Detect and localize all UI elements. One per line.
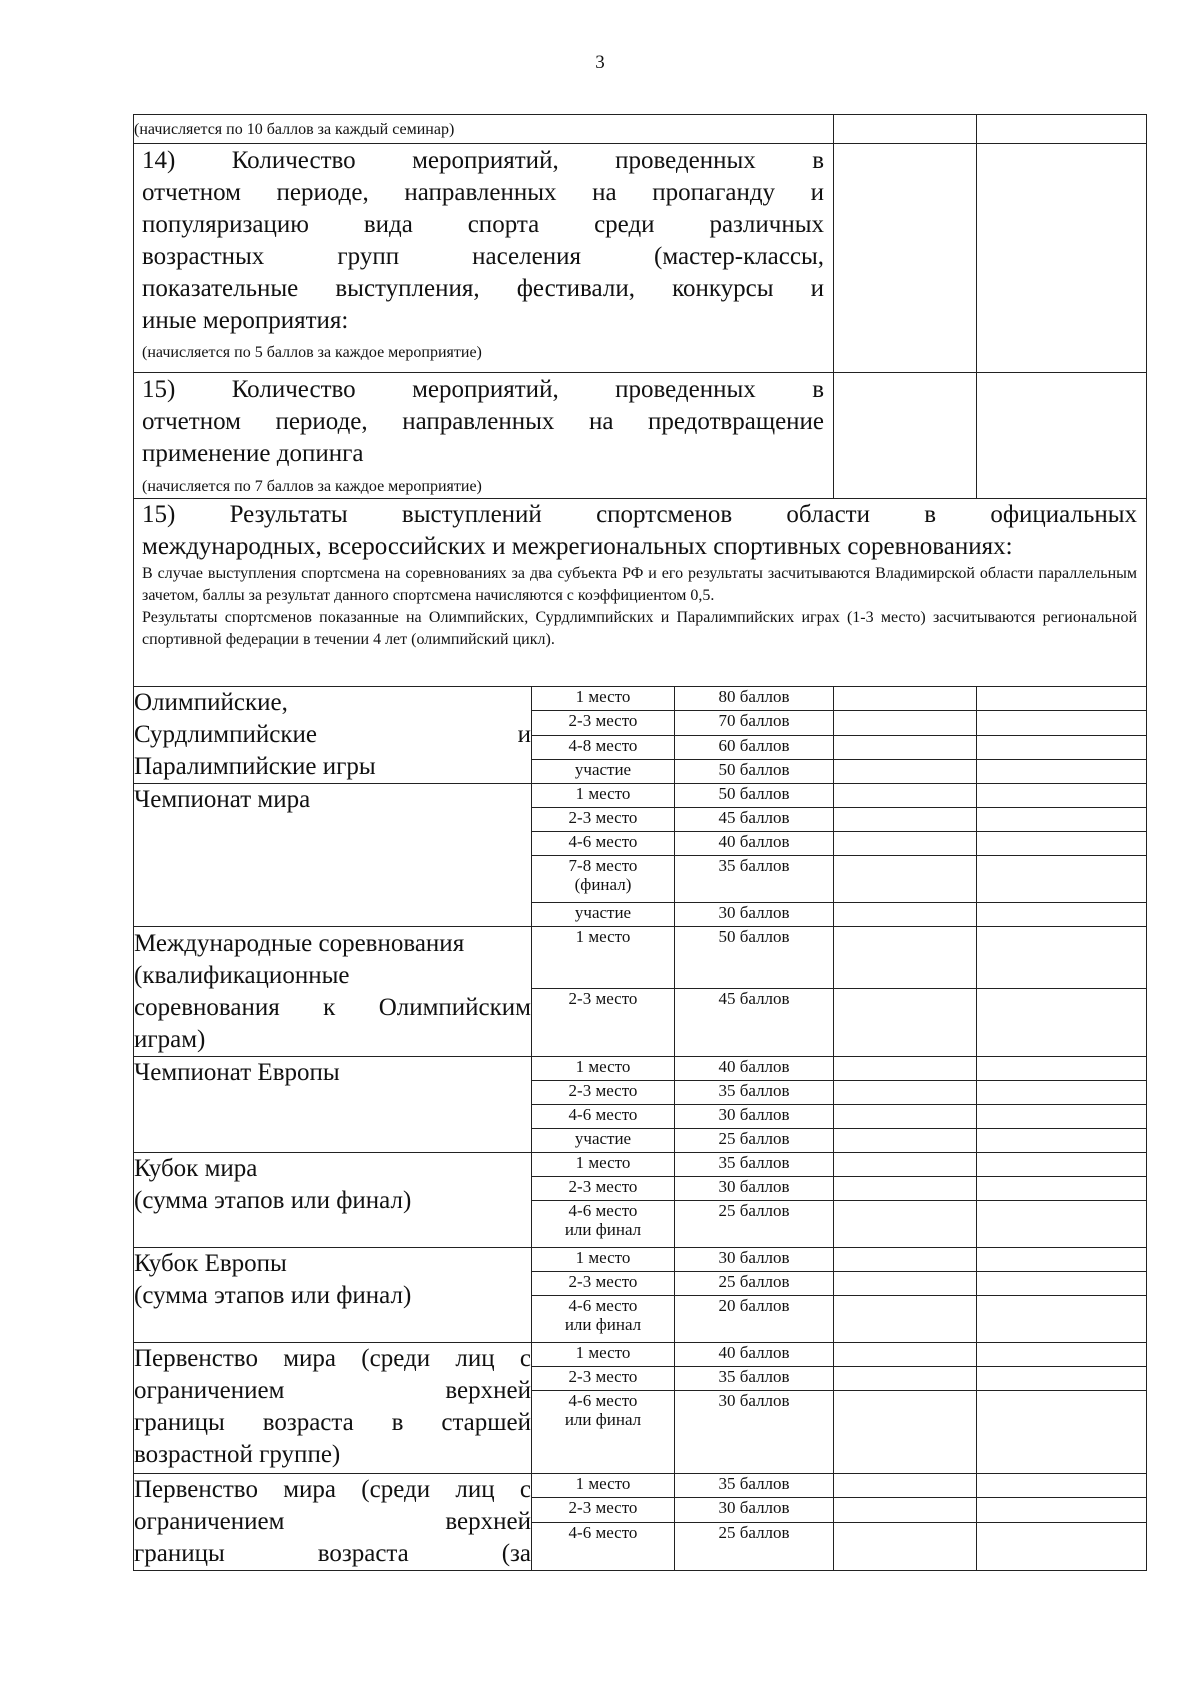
criterion-text: иные мероприятия: <box>142 307 349 334</box>
place-cell: 1 место <box>532 784 675 808</box>
points-cell: 25 баллов <box>675 1129 834 1153</box>
place-cell: 1 место <box>532 1248 675 1272</box>
place-cell: 1 место <box>532 1474 675 1498</box>
competition-european-championship: Чемпионат Европы <box>134 1057 532 1153</box>
place-line: 4-6 место <box>568 1296 638 1315</box>
points-cell: 70 баллов <box>675 711 834 735</box>
points-cell: 30 баллов <box>675 1177 834 1201</box>
criterion-text: отчетном периоде, направленных на предотвращение <box>142 408 825 435</box>
empty-cell <box>834 1367 977 1391</box>
empty-cell <box>977 989 1147 1057</box>
place-cell <box>532 856 675 903</box>
competition-name-part: и <box>517 721 531 748</box>
criterion-text: отчетном периоде, направленных на пропаганду и <box>142 179 825 206</box>
empty-cell <box>834 1057 977 1081</box>
points-cell: 30 баллов <box>675 1105 834 1129</box>
empty-cell <box>977 903 1147 927</box>
empty-cell <box>977 711 1147 735</box>
empty-cell <box>977 1201 1147 1248</box>
competition-name: Первенство мира (среди лиц с <box>134 1476 531 1503</box>
empty-cell <box>977 1474 1147 1498</box>
competition-name: ограничением верхней <box>134 1508 531 1535</box>
empty-cell <box>977 1248 1147 1272</box>
empty-cell <box>977 1522 1147 1571</box>
competition-name: границы возраста в старшей <box>134 1409 531 1436</box>
empty-cell <box>977 1057 1147 1081</box>
points-cell: 25 баллов <box>675 1272 834 1296</box>
empty-cell <box>834 1153 977 1177</box>
place-cell <box>532 1391 675 1474</box>
place-cell: участие <box>532 903 675 927</box>
place-cell: 1 место <box>532 927 675 989</box>
points-cell: 30 баллов <box>675 1498 834 1522</box>
competition-world-championship: Чемпионат мира <box>134 784 532 927</box>
competition-name: играм) <box>134 1026 206 1053</box>
place-cell: 4-6 место <box>532 832 675 856</box>
points-cell: 30 баллов <box>675 1391 834 1474</box>
points-cell: 40 баллов <box>675 832 834 856</box>
empty-cell <box>977 1296 1147 1343</box>
empty-cell <box>977 1343 1147 1367</box>
competition-name: Кубок Европы <box>134 1250 287 1277</box>
criterion-text: возрастных групп населения (мастер-классы, <box>142 243 825 270</box>
competition-name: ограничением верхней <box>134 1377 531 1404</box>
competition-name: Паралимпийские игры <box>134 753 376 780</box>
empty-cell <box>977 1081 1147 1105</box>
points-cell: 40 баллов <box>675 1057 834 1081</box>
empty-cell <box>834 927 977 989</box>
criterion-text: показательные выступления, фестивали, конкурсы и <box>142 275 825 302</box>
place-cell <box>532 1296 675 1343</box>
place-line: 4-6 место <box>568 1201 638 1220</box>
criterion-text: международных, всероссийских и межрегиональных спортивных соревнованиях: <box>142 533 1013 560</box>
empty-cell <box>834 1105 977 1129</box>
competition-name: соревнования к Олимпийским <box>134 994 531 1021</box>
competition-world-cup <box>134 1153 532 1248</box>
empty-cell <box>977 1129 1147 1153</box>
value-cell <box>834 115 977 144</box>
empty-cell <box>977 1272 1147 1296</box>
rating-table <box>133 114 1147 1571</box>
place-cell: 4-6 место <box>532 1105 675 1129</box>
points-cell: 35 баллов <box>675 1474 834 1498</box>
empty-cell <box>834 832 977 856</box>
table-row <box>134 1153 1147 1177</box>
points-cell: 80 баллов <box>675 687 834 711</box>
competition-world-youth-senior <box>134 1343 532 1474</box>
empty-cell <box>834 735 977 759</box>
competition-name: Международные соревнования <box>134 930 465 957</box>
place-line: 4-6 место <box>568 1391 638 1410</box>
criterion-text: применение допинга <box>142 440 364 467</box>
place-cell: участие <box>532 1129 675 1153</box>
empty-cell <box>834 1391 977 1474</box>
empty-cell <box>977 1367 1147 1391</box>
criterion-note: (начисляется по 7 баллов за каждое мероприятие) <box>142 478 482 495</box>
table-row <box>134 1248 1147 1272</box>
table-row <box>134 499 1147 687</box>
empty-cell <box>834 856 977 903</box>
competition-name <box>134 719 531 751</box>
points-cell: 30 баллов <box>675 1248 834 1272</box>
place-cell: 1 место <box>532 1343 675 1367</box>
empty-cell <box>834 808 977 832</box>
value-cell <box>834 373 977 499</box>
points-cell: 40 баллов <box>675 1343 834 1367</box>
place-line: или финал <box>564 1220 642 1239</box>
criterion-note: Результаты спортсменов показанные на Олимпийских, Сурдлимпийских и Паралимпийских играх (1-3 место) засчитываются региональной спортивной федерации в течении 4 лет (олимпийский цикл). <box>142 609 1138 648</box>
empty-cell <box>834 1129 977 1153</box>
place-line: или финал <box>564 1315 642 1334</box>
empty-cell <box>834 1296 977 1343</box>
points-cell: 50 баллов <box>675 784 834 808</box>
points-cell: 35 баллов <box>675 856 834 903</box>
empty-cell <box>977 832 1147 856</box>
empty-cell <box>834 1522 977 1571</box>
criterion-15-doping <box>134 373 834 499</box>
criterion-14 <box>134 144 834 373</box>
points-cell: 30 баллов <box>675 903 834 927</box>
competition-name-part: Сурдлимпийские <box>134 721 317 748</box>
competition-name: возрастной группе) <box>134 1441 341 1468</box>
criterion-13-note: (начисляется по 10 баллов за каждый семинар) <box>134 115 834 144</box>
place-cell: 1 место <box>532 1057 675 1081</box>
place-line: или финал <box>564 1410 642 1429</box>
score-cell <box>977 373 1147 499</box>
empty-cell <box>834 1081 977 1105</box>
points-cell: 45 баллов <box>675 989 834 1057</box>
empty-cell <box>977 1105 1147 1129</box>
points-cell: 45 баллов <box>675 808 834 832</box>
criterion-text: 14) Количество мероприятий, проведенных в <box>142 147 825 174</box>
points-cell: 50 баллов <box>675 759 834 783</box>
criterion-note: В случае выступления спортсмена на соревнованиях за два субъекта РФ и его результаты засчитываются Владимирской области параллельным зачетом, баллы за результат данного спортсмена начисляются с коэффициентом 0,5. <box>142 565 1138 604</box>
criterion-15-results <box>134 499 1147 687</box>
place-cell: 2-3 место <box>532 808 675 832</box>
empty-cell <box>834 1343 977 1367</box>
empty-cell <box>977 1391 1147 1474</box>
empty-cell <box>977 1498 1147 1522</box>
empty-cell <box>977 687 1147 711</box>
place-cell: 2-3 место <box>532 1367 675 1391</box>
table-row <box>134 144 1147 373</box>
score-cell <box>977 144 1147 373</box>
place-cell: 2-3 место <box>532 711 675 735</box>
criterion-text: 15) Количество мероприятий, проведенных в <box>142 376 825 403</box>
points-cell: 35 баллов <box>675 1367 834 1391</box>
points-cell: 20 баллов <box>675 1296 834 1343</box>
empty-cell <box>977 856 1147 903</box>
place-cell: 1 место <box>532 687 675 711</box>
competition-olympic <box>134 687 532 784</box>
points-cell: 35 баллов <box>675 1081 834 1105</box>
criterion-text: популяризацию вида спорта среди различных <box>142 211 825 238</box>
empty-cell <box>977 1153 1147 1177</box>
place-cell: 4-6 место <box>532 1522 675 1571</box>
empty-cell <box>977 735 1147 759</box>
empty-cell <box>834 1272 977 1296</box>
empty-cell <box>834 711 977 735</box>
table-row <box>134 687 1147 711</box>
empty-cell <box>834 1474 977 1498</box>
score-cell <box>977 115 1147 144</box>
competition-european-cup <box>134 1248 532 1343</box>
place-cell: 2-3 место <box>532 1272 675 1296</box>
competition-international <box>134 927 532 1057</box>
place-cell: 4-8 место <box>532 735 675 759</box>
empty-cell <box>834 1248 977 1272</box>
place-cell: 2-3 место <box>532 1081 675 1105</box>
place-cell: 1 место <box>532 1153 675 1177</box>
empty-cell <box>977 784 1147 808</box>
points-cell: 35 баллов <box>675 1153 834 1177</box>
points-cell: 25 баллов <box>675 1201 834 1248</box>
place-line: (финал) <box>574 875 632 894</box>
points-cell: 50 баллов <box>675 927 834 989</box>
empty-cell <box>834 759 977 783</box>
competition-name: (сумма этапов или финал) <box>134 1187 412 1214</box>
table-row <box>134 1343 1147 1367</box>
competition-name: (сумма этапов или финал) <box>134 1282 412 1309</box>
table-row <box>134 1057 1147 1081</box>
table-row <box>134 927 1147 989</box>
empty-cell <box>977 808 1147 832</box>
criterion-note: (начисляется по 5 баллов за каждое мероприятие) <box>142 344 482 361</box>
empty-cell <box>834 1498 977 1522</box>
empty-cell <box>834 687 977 711</box>
table-row <box>134 1474 1147 1498</box>
empty-cell <box>834 784 977 808</box>
table-row <box>134 784 1147 808</box>
competition-world-youth-other <box>134 1474 532 1571</box>
page-number: 3 <box>595 52 605 73</box>
empty-cell <box>834 903 977 927</box>
place-cell: 2-3 место <box>532 989 675 1057</box>
place-cell: участие <box>532 759 675 783</box>
competition-name: (квалификационные <box>134 962 350 989</box>
empty-cell <box>834 989 977 1057</box>
empty-cell <box>977 1177 1147 1201</box>
points-cell: 25 баллов <box>675 1522 834 1571</box>
competition-name: границы возраста (за <box>134 1540 531 1567</box>
competition-name: Первенство мира (среди лиц с <box>134 1345 531 1372</box>
table-row <box>134 373 1147 499</box>
place-cell: 2-3 место <box>532 1177 675 1201</box>
empty-cell <box>834 1201 977 1248</box>
criterion-text: 15) Результаты выступлений спортсменов области в официальных <box>142 501 1138 528</box>
place-cell <box>532 1201 675 1248</box>
competition-name: Кубок мира <box>134 1155 258 1182</box>
value-cell <box>834 144 977 373</box>
empty-cell <box>977 927 1147 989</box>
place-cell: 2-3 место <box>532 1498 675 1522</box>
points-cell: 60 баллов <box>675 735 834 759</box>
empty-cell <box>977 759 1147 783</box>
table-row <box>134 115 1147 144</box>
place-line: 7-8 место <box>568 856 638 875</box>
empty-cell <box>834 1177 977 1201</box>
competition-name: Олимпийские, <box>134 689 288 716</box>
